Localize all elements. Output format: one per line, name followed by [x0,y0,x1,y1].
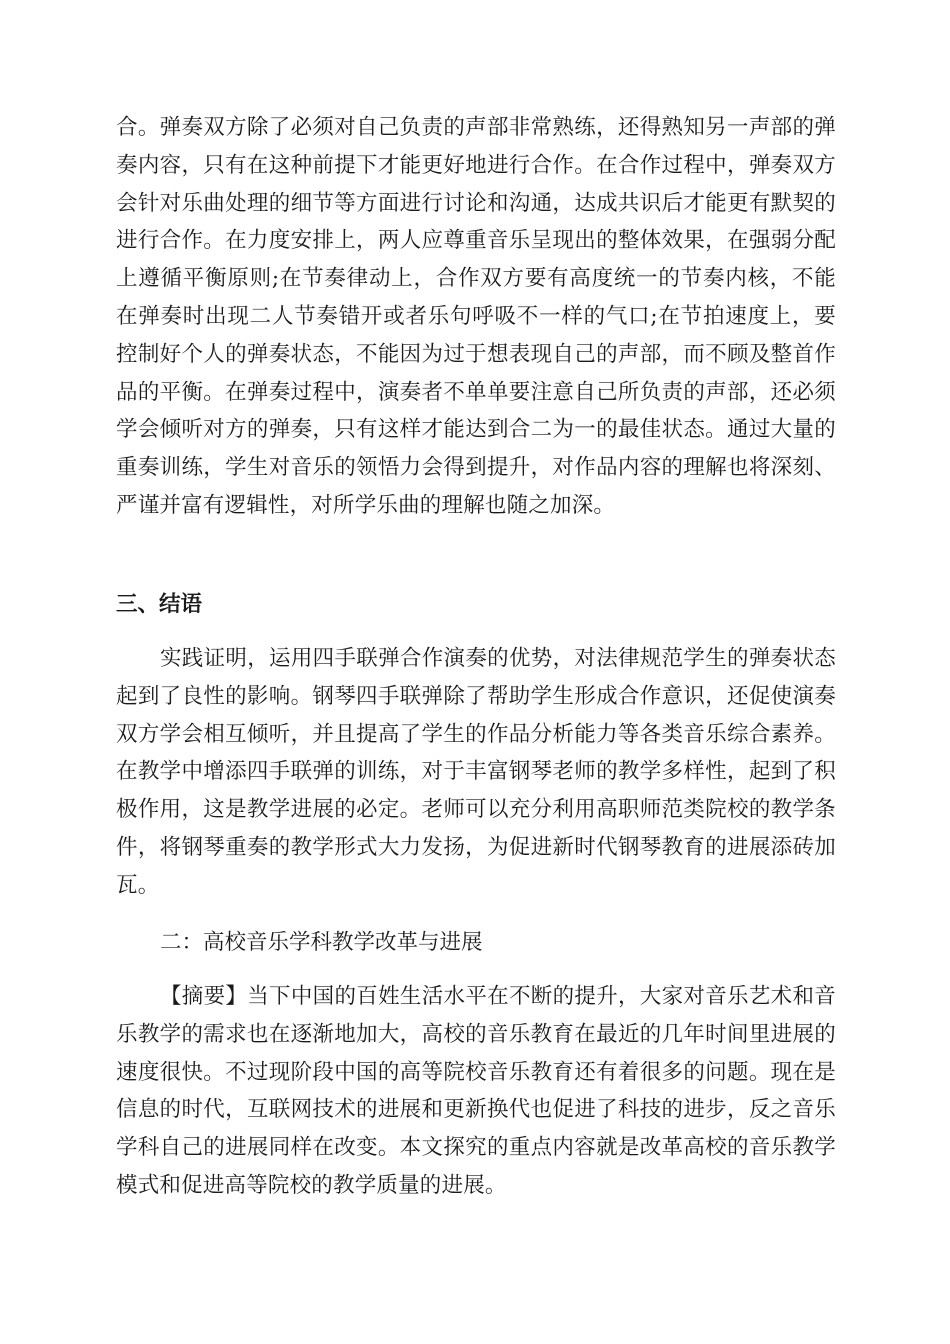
body-paragraph-continued: 合。弹奏双方除了必须对自己负责的声部非常熟练，还得熟知另一声部的弹奏内容，只有在这种前提下才能更好地进行合作。在合作过程中，弹奏双方会针对乐曲处理的细节等方面进行讨论和沟通，达成共识后才能更有默契的进行合作。在力度安排上，两人应尊重音乐呈现出的整体效果，在强弱分配上遵循平衡原则;在节奏律动上，合作双方要有高度统一的节奏内核，不能在弹奏时出现二人节奏错开或者乐句呼吸不一样的气口;在节拍速度上，要控制好个人的弹奏状态，不能因为过于想表现自己的声部，而不顾及整首作品的平衡。在弹奏过程中，演奏者不单单要注意自己所负责的声部，还必须学会倾听对方的弹奏，只有这样才能达到合二为一的最佳状态。通过大量的重奏训练，学生对音乐的领悟力会得到提升，对作品内容的理解也将深刻、严谨并富有逻辑性，对所学乐曲的理解也随之加深。 [116,115,836,518]
conclusion-paragraph: 实践证明，运用四手联弹合作演奏的优势，对法律规范学生的弹奏状态起到了良性的影响。钢琴四手联弹除了帮助学生形成合作意识，还促使演奏双方学会相互倾听，并且提高了学生的作品分析能力等各类音乐综合素养。在教学中增添四手联弹的训练，对于丰富钢琴老师的教学多样性，起到了积极作用，这是教学进展的必定。老师可以充分利用高职师范类院校的教学条件，将钢琴重奏的教学形式大力发扬，为促进新时代钢琴教育的进展添砖加瓦。 [116,646,836,898]
section-heading-conclusion: 三、结语 [116,592,203,617]
article-title: 二：高校音乐学科教学改革与进展 [160,930,483,955]
abstract-paragraph: 【摘要】当下中国的百姓生活水平在不断的提升，大家对音乐艺术和音乐教学的需求也在逐渐地加大，高校的音乐教育在最近的几年时间里进展的速度很快。不过现阶段中国的高等院校音乐教育还有着很多的问题。现在是信息的时代，互联网技术的进展和更新换代也促进了科技的进步，反之音乐学科自己的进展同样在改变。本文探究的重点内容就是改革高校的音乐教学模式和促进高等院校的教学质量的进展。 [116,984,836,1198]
